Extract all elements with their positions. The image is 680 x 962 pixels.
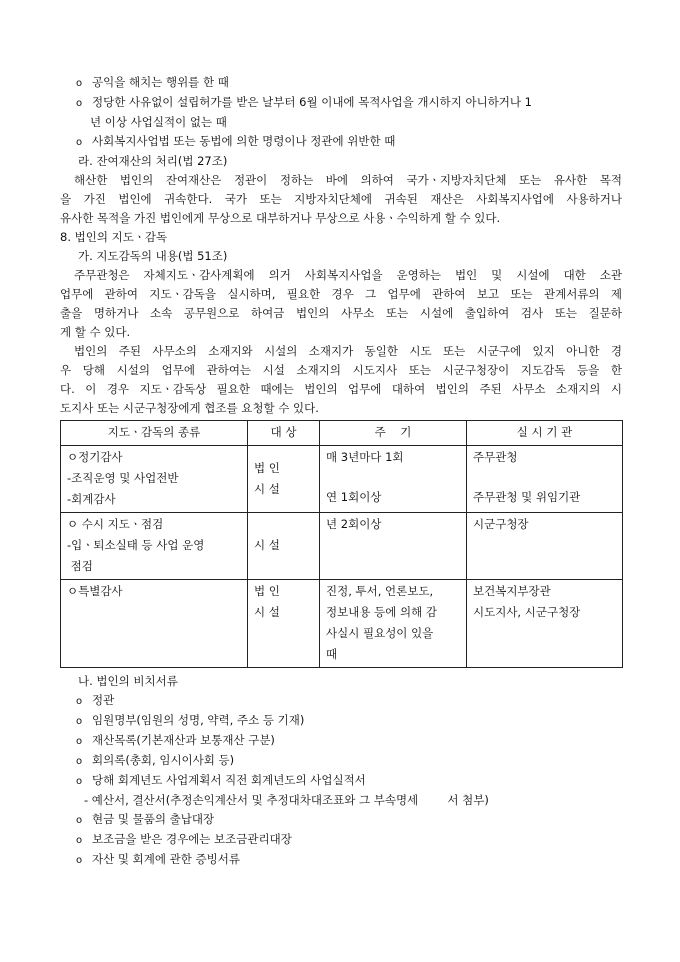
- bullet-icon: o: [76, 776, 83, 787]
- bullet-icon: o: [76, 716, 83, 727]
- paragraph-line: 다. 이 경우 지도ㆍ감독상 필요한 때에는 법인의 업무에 대하여 법인의 주된 사무소 소재지의 시: [60, 382, 622, 396]
- table-cell: 매 3년마다 1회 연 1회이상: [320, 446, 467, 513]
- paragraph-line: 해산한 법인의 잔여재산은 정관이 정하는 바에 의하여 국가ㆍ지방자치단체 또는 유사한 목적: [74, 173, 622, 187]
- paragraph-line: 우 당해 시설의 업무에 관하여는 시설 소재지의 시도지사 또는 시군구청장이 지도감독 등을 한: [60, 363, 622, 377]
- bullet-icon: o: [76, 78, 83, 89]
- list-sub-item: - 예산서, 결산서(추정손익계산서 및 추정대차대조표와 그 부속명세 서 첨부): [84, 793, 489, 807]
- bullet-icon: o: [76, 835, 83, 846]
- table-cell: ㅇ특별감사: [61, 580, 248, 668]
- table-cell: 시군구청장: [467, 513, 623, 580]
- bullet-icon: o: [76, 137, 83, 148]
- table-header: 실 시 기 관: [467, 421, 623, 446]
- table-cell: ㅇ정기감사 -조직운영 및 사업전반 -회계감사: [61, 446, 248, 513]
- table-header: 주 기: [320, 421, 467, 446]
- table-cell: 진정, 투서, 언론보도, 정보내용 등에 의해 감 사실시 필요성이 있을 때: [320, 580, 467, 668]
- list-item-continued: 년 이상 사업실적이 없는 때: [90, 115, 227, 129]
- supervision-table: [60, 420, 623, 668]
- list-item: o 당해 회계년도 사업계획서 직전 회계년도의 사업실적서: [60, 771, 622, 791]
- subsection-heading: 가. 지도감독의 내용(법 51조): [78, 249, 228, 263]
- bullet-icon: o: [76, 98, 83, 109]
- table-row: [61, 513, 623, 580]
- paragraph-line: 도지사 또는 시군구청장에게 협조를 요청할 수 있다.: [60, 401, 319, 415]
- table-header-row: [61, 421, 623, 446]
- document-page: [60, 73, 622, 870]
- paragraph-line: 을 가진 법인에 귀속한다. 국가 또는 지방자치단체에 귀속된 재산은 사회복지사업에 사용하거나: [60, 192, 622, 206]
- paragraph-line: 업무에 관하여 지도ㆍ감독을 실시하며, 필요한 경우 그 업무에 관하여 보고 또는 관계서류의 제: [60, 287, 622, 301]
- subsection-heading: 나. 법인의 비치서류: [78, 674, 178, 688]
- bullet-icon: o: [76, 696, 83, 707]
- table-row: [61, 446, 623, 513]
- table-header: 대 상: [248, 421, 320, 446]
- section-heading: 라. 잔여재산의 처리(법 27조): [78, 154, 228, 168]
- table-cell: 보건복지부장관 시도지사, 시군구청장: [467, 580, 623, 668]
- table-cell: 법 인 시 설: [248, 446, 320, 513]
- list-item: o 사회복지사업법 또는 동법에 의한 명령이나 정관에 위반한 때: [60, 132, 622, 152]
- list-item: o 보조금을 받은 경우에는 보조금관리대장: [60, 830, 622, 850]
- list-item: o 임원명부(임원의 성명, 약력, 주소 등 기재): [60, 711, 622, 731]
- list-item: o 공익을 해치는 행위를 한 때: [60, 73, 622, 93]
- list-item: o 회의록(총회, 임시이사회 등): [60, 751, 622, 771]
- bullet-icon: o: [76, 736, 83, 747]
- paragraph-line: 법인의 주된 사무소의 소재지와 시설의 소재지가 동일한 시도 또는 시군구에 있지 아니한 경: [74, 344, 622, 358]
- bullet-icon: o: [76, 855, 83, 866]
- paragraph-line: 출을 명하거나 소속 공무원으로 하여금 법인의 사무소 또는 시설에 출입하여 검사 또는 질문하: [60, 306, 622, 320]
- bullet-icon: o: [76, 815, 83, 826]
- paragraph-line: 유사한 목적을 가진 법인에게 무상으로 대부하거나 무상으로 사용ㆍ수익하게 할 수 있다.: [60, 211, 501, 225]
- list-item: o 현금 및 물품의 출납대장: [60, 810, 622, 830]
- paragraph-line: 게 할 수 있다.: [60, 325, 131, 339]
- list-item: o 정당한 사유없이 설립허가를 받은 날부터 6월 이내에 목적사업을 개시하지 아니하거나 1: [60, 93, 622, 113]
- list-item: o 자산 및 회계에 관한 증빙서류: [60, 850, 622, 870]
- list-item: o 재산목록(기본재산과 보통재산 구분): [60, 731, 622, 751]
- section-heading: 8. 법인의 지도ㆍ감독: [60, 230, 168, 244]
- bullet-icon: o: [76, 756, 83, 767]
- paragraph-line: 주무관청은 자체지도ㆍ감사계획에 의거 사회복지사업을 운영하는 법인 및 시설에 대한 소관: [74, 268, 622, 282]
- table-cell: 시 설: [248, 513, 320, 580]
- table-header: 지도ㆍ감독의 종류: [61, 421, 248, 446]
- table-cell: 년 2회이상: [320, 513, 467, 580]
- list-item: o 정관: [60, 691, 622, 711]
- table-cell: ㅇ 수시 지도ㆍ점검 -입ㆍ퇴소실태 등 사업 운영 점검: [61, 513, 248, 580]
- table-cell: 주무관청 주무관청 및 위임기관: [467, 446, 623, 513]
- table-row: [61, 580, 623, 668]
- table-cell: 법 인 시 설: [248, 580, 320, 668]
